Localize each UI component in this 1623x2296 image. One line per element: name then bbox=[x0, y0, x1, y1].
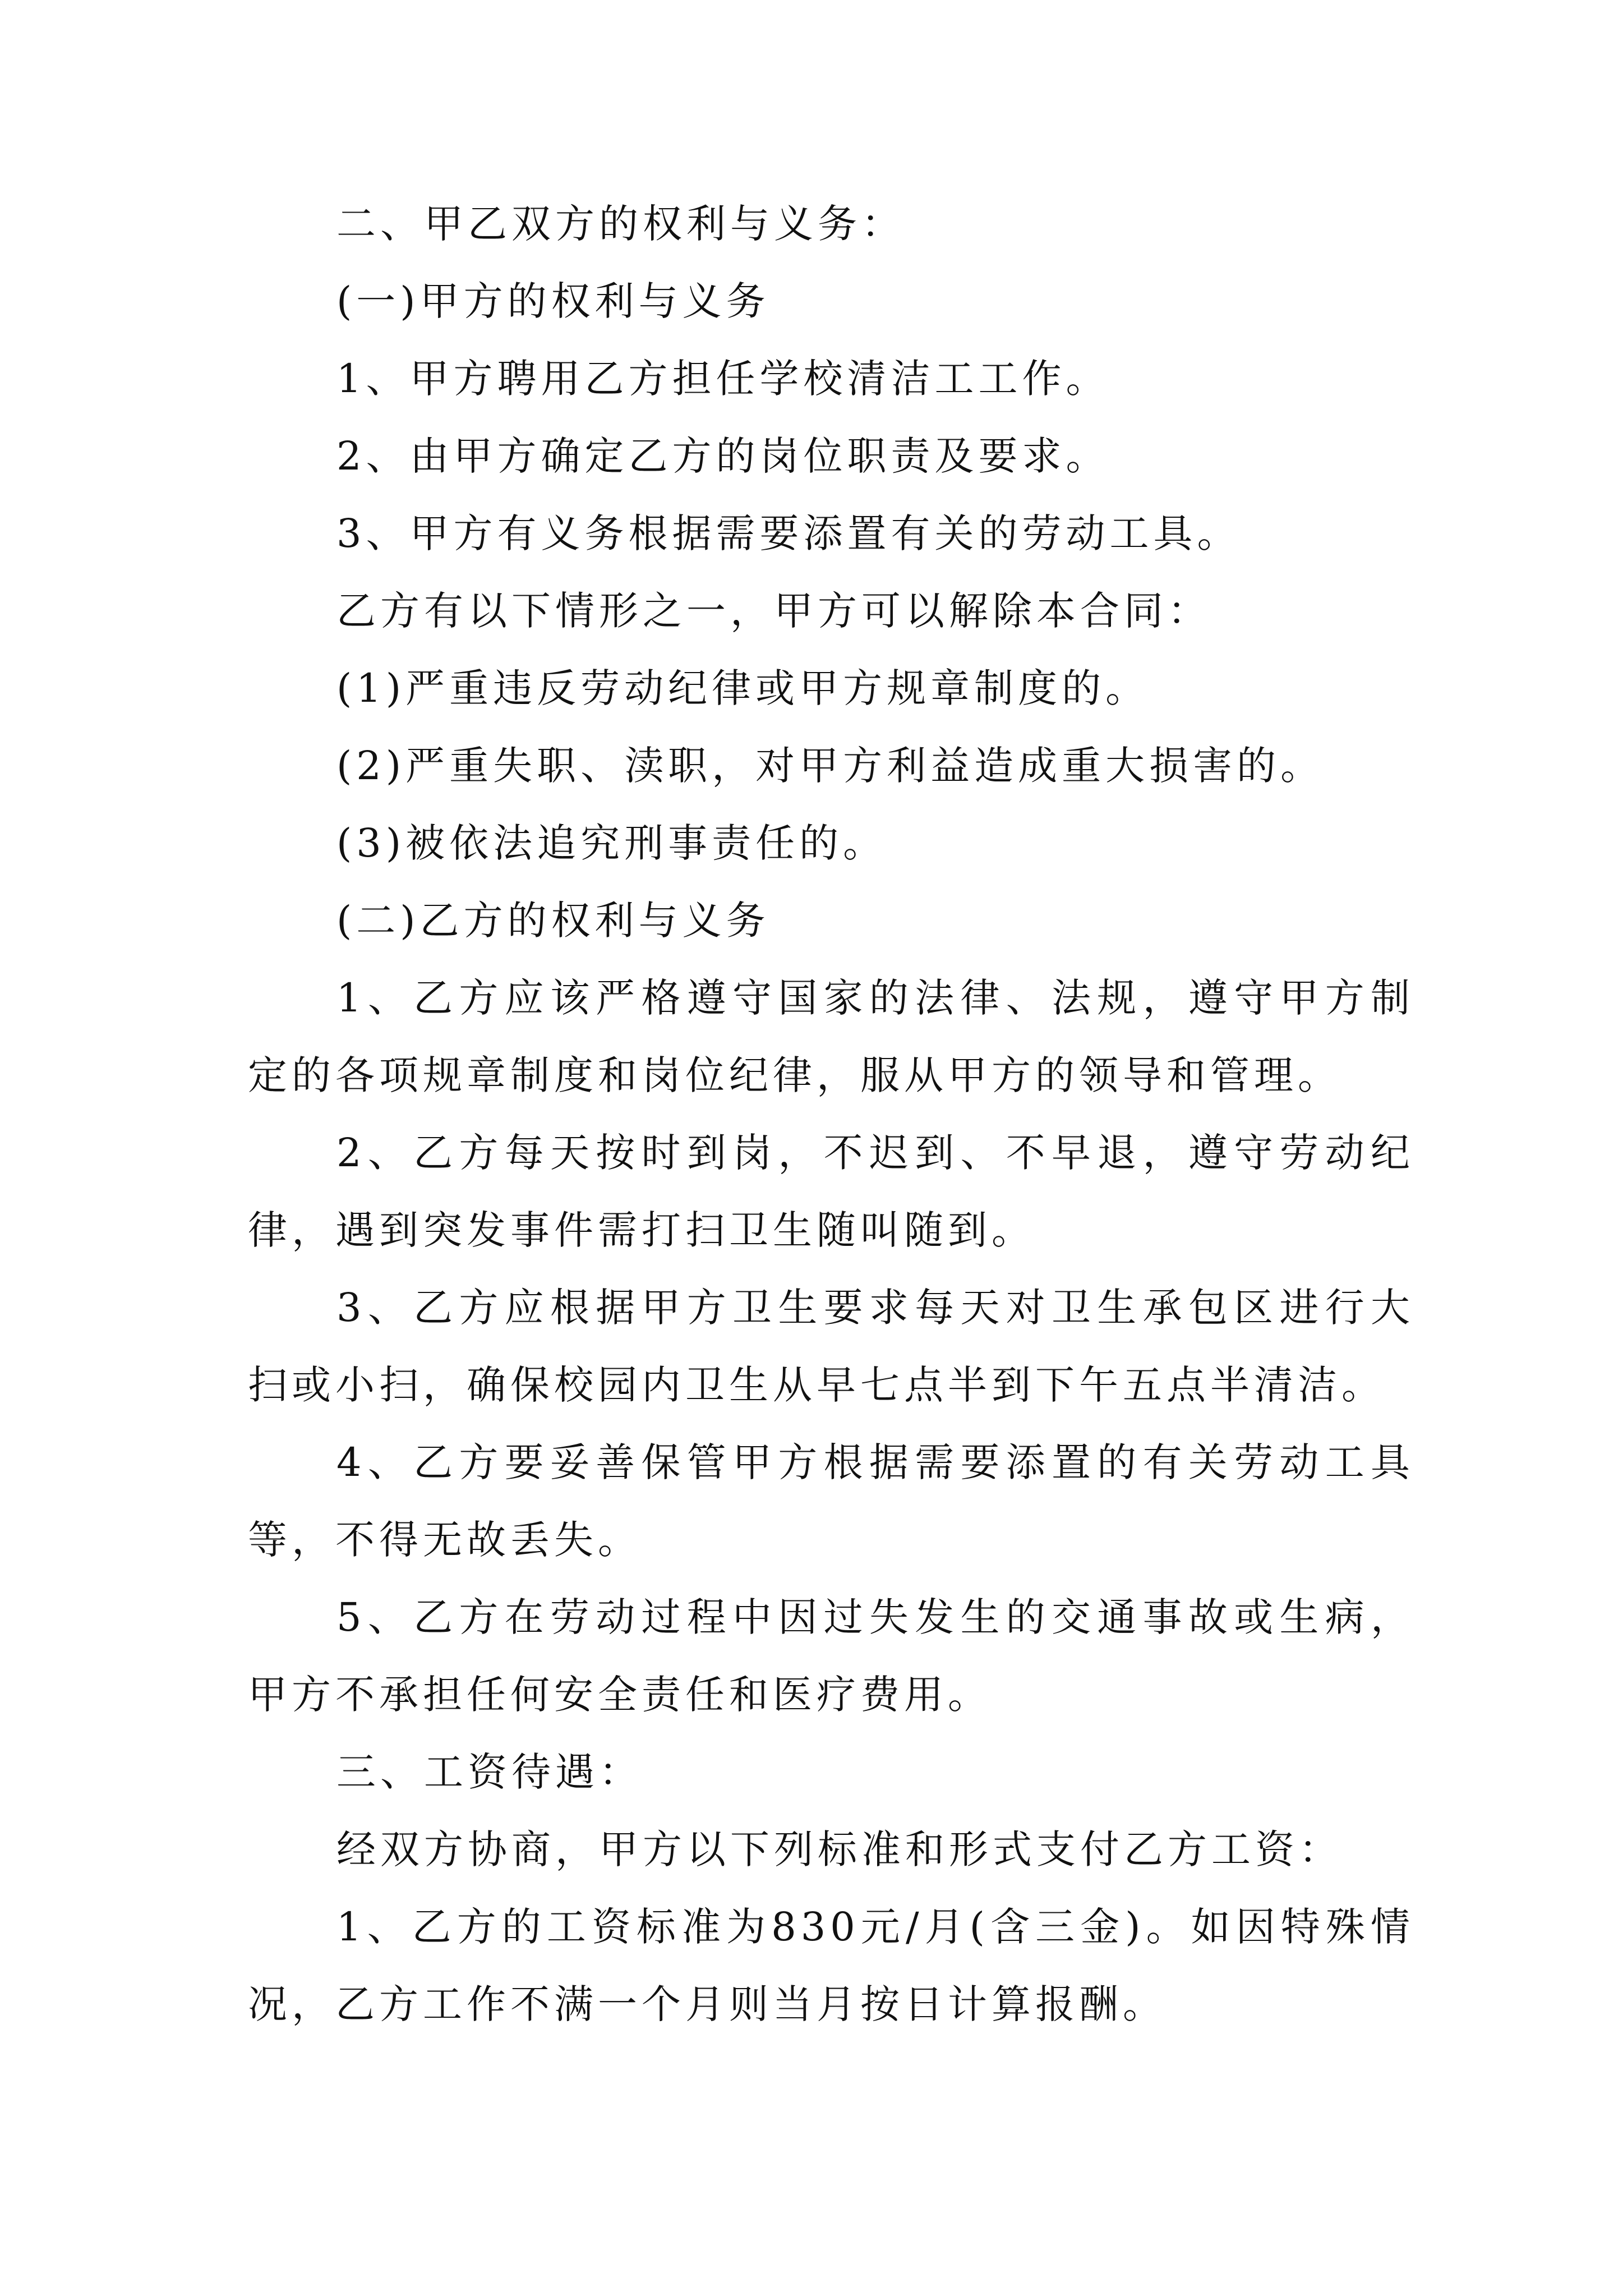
paragraph: (2)严重失职、渎职，对甲方利益造成重大损害的。 bbox=[336, 743, 1325, 789]
paragraph: 2、由甲方确定乙方的岗位职责及要求。 bbox=[336, 433, 1110, 479]
section-heading-rights-obligations: 二、甲乙双方的权利与义务： bbox=[336, 201, 905, 247]
subsection-heading-party-a: (一)甲方的权利与义务 bbox=[336, 278, 770, 324]
paragraph: 4、乙方要妥善保管甲方根据需要添置的有关劳动工具等，不得无故丢失。 bbox=[248, 1439, 1414, 1563]
paragraph: 1、乙方应该严格遵守国家的法律、法规，遵守甲方制定的各项规章制度和岗位纪律，服从甲方的领导和管理。 bbox=[248, 975, 1414, 1098]
subsection-heading-party-b: (二)乙方的权利与义务 bbox=[336, 898, 770, 944]
section-heading-wages: 三、工资待遇： bbox=[336, 1749, 643, 1795]
paragraph: 5、乙方在劳动过程中因过失发生的交通事故或生病，甲方不承担任何安全责任和医疗费用。 bbox=[248, 1594, 1414, 1718]
paragraph: 3、乙方应根据甲方卫生要求每天对卫生承包区进行大扫或小扫，确保校园内卫生从早七点半到下午五点半清洁。 bbox=[248, 1285, 1414, 1408]
paragraph: 1、甲方聘用乙方担任学校清洁工工作。 bbox=[336, 356, 1110, 402]
paragraph: 1、乙方的工资标准为830元/月(含三金)。如因特殊情况，乙方工作不满一个月则当月按日计算报酬。 bbox=[248, 1904, 1414, 2027]
paragraph: 经双方协商，甲方以下列标准和形式支付乙方工资： bbox=[336, 1826, 1343, 1872]
paragraph: 3、甲方有义务根据需要添置有关的劳动工具。 bbox=[336, 510, 1241, 556]
document-body bbox=[248, 185, 1414, 2043]
paragraph: 2、乙方每天按时到岗，不迟到、不早退，遵守劳动纪律，遇到突发事件需打扫卫生随叫随到。 bbox=[248, 1130, 1414, 1253]
paragraph: 乙方有以下情形之一，甲方可以解除本合同： bbox=[336, 588, 1211, 634]
paragraph: (1)严重违反劳动纪律或甲方规章制度的。 bbox=[336, 665, 1150, 711]
paragraph: (3)被依法追究刑事责任的。 bbox=[336, 820, 887, 866]
